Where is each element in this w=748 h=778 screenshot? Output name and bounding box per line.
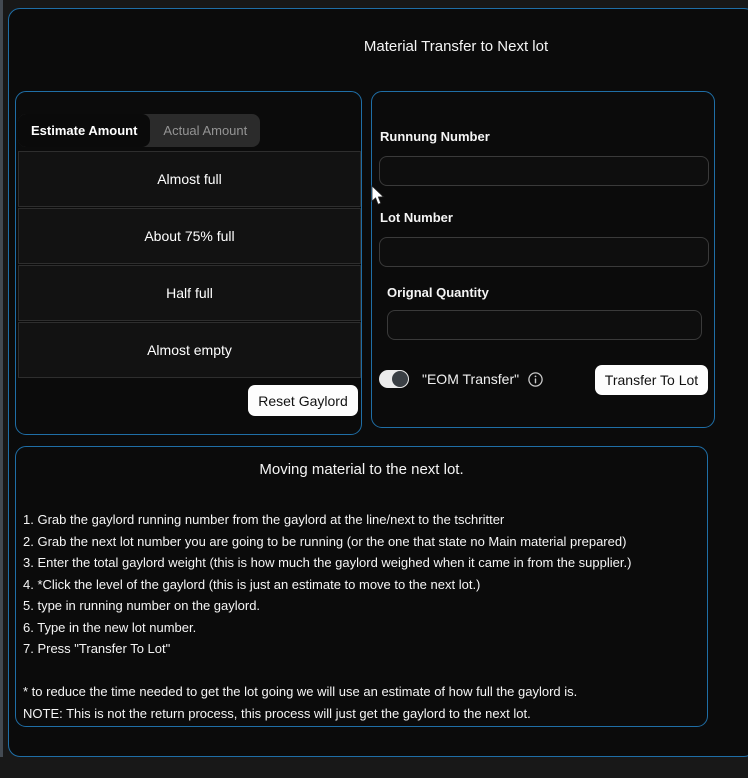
original-quantity-label: Orignal Quantity bbox=[387, 285, 489, 300]
tab-estimate-amount[interactable]: Estimate Amount bbox=[18, 114, 150, 147]
eom-transfer-toggle[interactable] bbox=[379, 370, 409, 388]
amount-tab-group bbox=[18, 114, 260, 147]
original-quantity-input[interactable] bbox=[387, 310, 702, 340]
transfer-form-panel bbox=[371, 91, 715, 428]
instruction-step-7: 7. Press "Transfer To Lot" bbox=[23, 641, 171, 656]
option-about-75-full[interactable]: About 75% full bbox=[18, 208, 361, 264]
option-half-full[interactable]: Half full bbox=[18, 265, 361, 321]
instruction-step-4: 4. *Click the level of the gaylord (this is just an estimate to move to the next lot.) bbox=[23, 576, 481, 592]
page-title: Material Transfer to Next lot bbox=[363, 38, 549, 55]
instructions-panel bbox=[15, 446, 708, 727]
running-number-label: Runnung Number bbox=[380, 129, 490, 144]
window-left-edge bbox=[0, 0, 3, 757]
instruction-step-6: 6. Type in the new lot number. bbox=[23, 619, 197, 635]
tab-actual-amount[interactable]: Actual Amount bbox=[150, 114, 260, 147]
material-transfer-container bbox=[8, 8, 748, 757]
instruction-step-2: 2. Grab the next lot number you are going to be running (or the one that state no Main material prepared) bbox=[23, 533, 627, 549]
lot-number-input[interactable] bbox=[379, 237, 709, 267]
eom-transfer-row bbox=[379, 369, 543, 389]
lot-number-label: Lot Number bbox=[380, 210, 453, 225]
gaylord-level-options bbox=[18, 151, 361, 378]
info-icon[interactable] bbox=[528, 372, 543, 387]
option-almost-empty[interactable]: Almost empty bbox=[18, 322, 361, 378]
eom-transfer-label: "EOM Transfer" bbox=[422, 371, 520, 387]
estimate-panel bbox=[15, 91, 362, 435]
instructions-heading: Moving material to the next lot. bbox=[259, 461, 464, 478]
toggle-knob bbox=[392, 371, 408, 387]
instruction-note-1: * to reduce the time needed to get the lot going we will use an estimate of how full the gaylord is. bbox=[23, 684, 578, 699]
running-number-input[interactable] bbox=[379, 156, 709, 186]
instructions-text bbox=[23, 509, 701, 724]
transfer-to-lot-button[interactable]: Transfer To Lot bbox=[595, 365, 708, 395]
reset-gaylord-button[interactable]: Reset Gaylord bbox=[248, 385, 358, 416]
instruction-step-5: 5. type in running number on the gaylord. bbox=[23, 598, 261, 613]
instruction-note-2: NOTE: This is not the return process, this process will just get the gaylord to the next lot. bbox=[23, 705, 531, 721]
mouse-cursor bbox=[371, 185, 385, 206]
instruction-step-3: 3. Enter the total gaylord weight (this is how much the gaylord weighed when it came in from the supplier.) bbox=[23, 555, 632, 570]
instruction-step-1: 1. Grab the gaylord running number from the gaylord at the line/next to the tschritter bbox=[23, 512, 505, 527]
blank-line bbox=[23, 660, 701, 682]
option-almost-full[interactable]: Almost full bbox=[18, 151, 361, 207]
